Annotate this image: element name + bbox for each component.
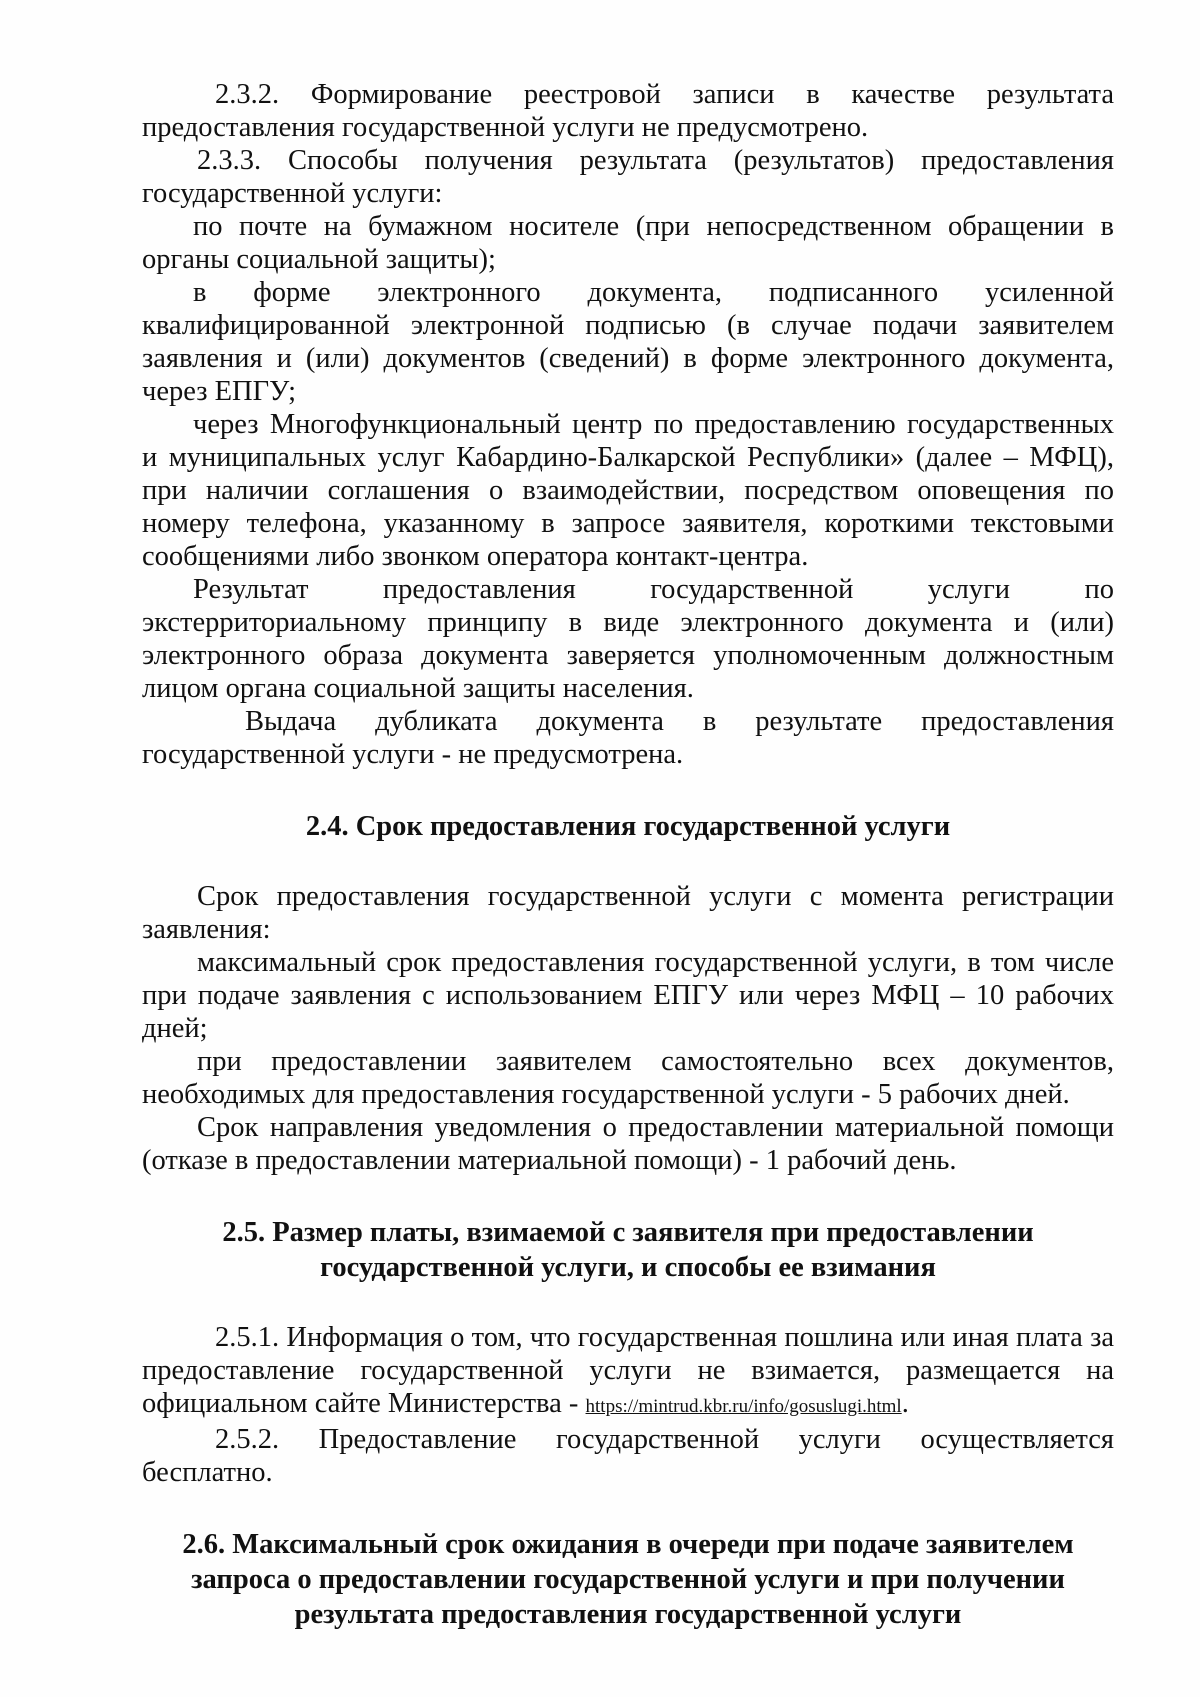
paragraph-2-5-1-text: 2.5.1. Информация о том, что государственная пошлина или иная плата за предоставление государственной услуги не взимается, размещается на официальном сайте Министерства - (142, 1322, 1114, 1419)
heading-2-6-line-3: результата предоставления государственной услуги (294, 1599, 962, 1630)
heading-2-6 (142, 1527, 1114, 1632)
paragraph-notice-term: Срок направления уведомления о предоставлении материальной помощи (отказе в предоставлении материальной помощи) - 1 рабочий день. (142, 1112, 1114, 1176)
paragraph-mfc: через Многофункциональный центр по предоставлению государственных и муниципальных услуг Кабардино-Балкарской Республики» (далее – МФЦ), при наличии соглашения о взаимодействии, посредством оповещения по номеру телефона, указанному в запросе заявителя, короткими текстовыми сообщениями либо звонком оператора контакт-центра. (142, 409, 1114, 572)
heading-2-6-line-1: 2.6. Максимальный срок ожидания в очереди при подаче заявителем (182, 1529, 1074, 1560)
paragraph-electronic: в форме электронного документа, подписанного усиленной квалифицированной электронной подписью (в случае подачи заявителем заявления и (или) документов (сведений) в форме электронного документа, через ЕПГУ; (142, 277, 1114, 407)
paragraph-2-3-3: 2.3.3. Способы получения результата (результатов) предоставления государственной услуги: (142, 145, 1114, 209)
heading-2-6-line-2: запроса о предоставлении государственной услуги и при получении (191, 1564, 1065, 1595)
paragraph-max-term: максимальный срок предоставления государственной услуги, в том числе при подаче заявления с использованием ЕПГУ или через МФЦ – 10 рабочих дней; (142, 947, 1114, 1044)
heading-2-5 (142, 1215, 1114, 1285)
paragraph-2-5-1 (142, 1321, 1114, 1423)
paragraph-self-submission: при предоставлении заявителем самостоятельно всех документов, необходимых для предоставления государственной услуги - 5 рабочих дней. (142, 1046, 1114, 1110)
paragraph-mail: по почте на бумажном носителе (при непосредственном обращении в органы социальной защиты); (142, 211, 1114, 275)
paragraph-2-5-2: 2.5.2. Предоставление государственной услуги осуществляется бесплатно. (142, 1424, 1114, 1488)
heading-2-5-line-2: государственной услуги, и способы ее взимания (320, 1252, 936, 1283)
paragraph-duplicate: Выдача дубликата документа в результате предоставления государственной услуги - не предусмотрена. (142, 706, 1114, 770)
paragraph-term: Срок предоставления государственной услуги с момента регистрации заявления: (142, 881, 1114, 945)
heading-2-4: 2.4. Срок предоставления государственной услуги (305, 811, 951, 842)
heading-2-5-line-1: 2.5. Размер платы, взимаемой с заявителя при предоставлении (222, 1217, 1034, 1248)
paragraph-2-3-2: 2.3.2. Формирование реестровой записи в качестве результата предоставления государственной услуги не предусмотрено. (142, 79, 1114, 143)
link-trailing-dot: . (901, 1388, 909, 1419)
ministry-website-link[interactable]: https://mintrud.kbr.ru/info/gosuslugi.html (585, 1396, 902, 1417)
paragraph-result: Результат предоставления государственной услуги по экстерриториальному принципу в виде электронного документа и (или) электронного образа документа заверяется уполномоченным должностным лицом органа социальной защиты населения. (142, 574, 1114, 704)
document-body (142, 78, 1114, 1632)
